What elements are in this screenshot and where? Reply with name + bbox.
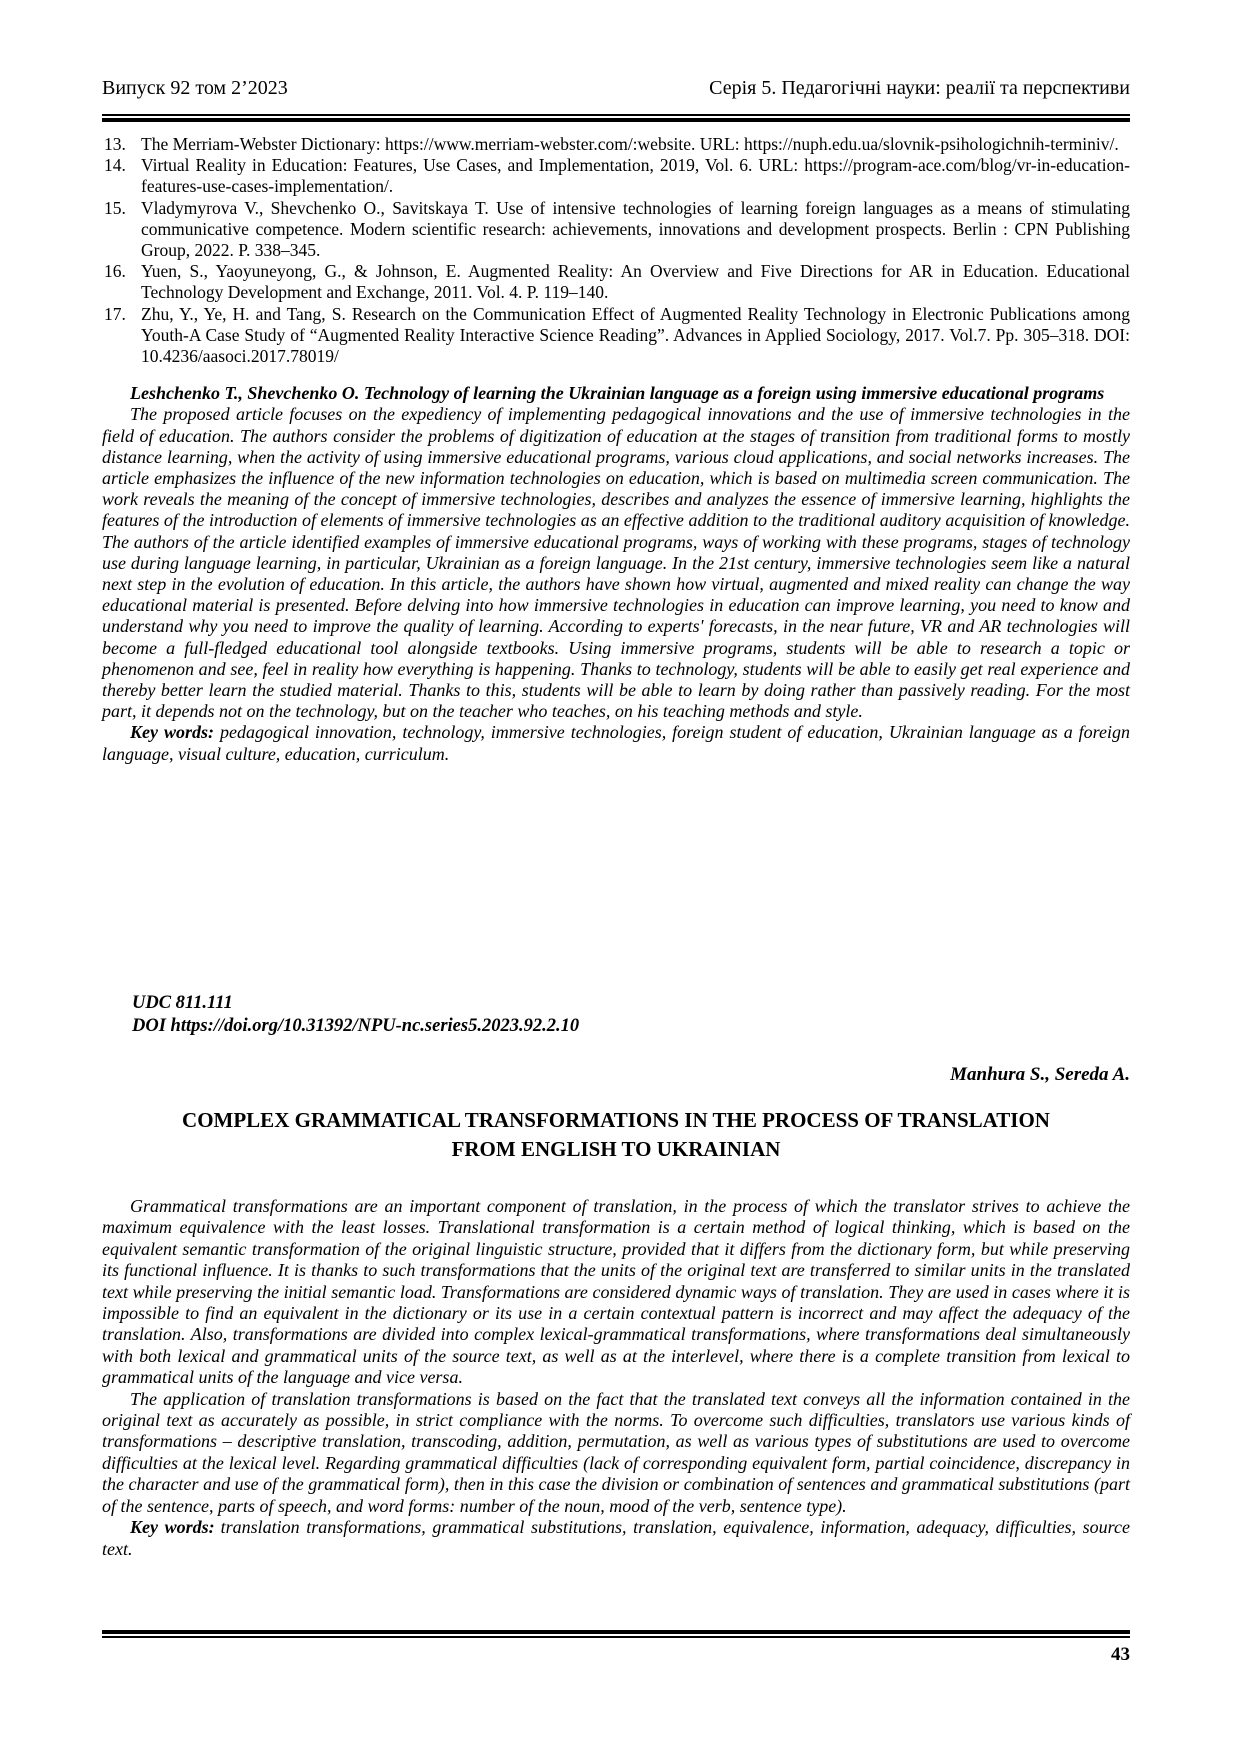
reference-text: The Merriam-Webster Dictionary: https://www.merriam-webster.com/:website. URL: https://nuph.edu.ua/slovnik-psihologichnih-terminiv/. xyxy=(141,134,1119,154)
reference-list xyxy=(102,134,1130,367)
article-title xyxy=(102,1106,1130,1164)
reference-text: Virtual Reality in Education: Features, Use Cases, and Implementation, 2019, Vol. 6. URL: https://program-ace.com/blog/vr-in-education-features-use-cases-implementation/. xyxy=(141,155,1130,197)
reference-number: 16. xyxy=(104,261,126,282)
abstract-keywords xyxy=(102,1517,1130,1560)
abstract-keywords xyxy=(102,722,1130,764)
reference-text: Yuen, S., Yaoyuneyong, G., & Johnson, E. Augmented Reality: An Overview and Five Directions for AR in Education. Educational Technology Development and Exchange, 2011. Vol. 4. P. 119–140. xyxy=(141,261,1130,303)
footer-rule-thin-line xyxy=(102,1636,1130,1638)
page-number: 43 xyxy=(1111,1644,1130,1665)
abstract-body: The proposed article focuses on the expediency of implementing pedagogical innovations and the use of immersive technologies in the field of education. The authors consider the problems of digitization of education at the stages of transition from traditional forms to mostly distance learning, when the activity of using immersive educational programs, various cloud applications, and social networks increases. The article emphasizes the influence of the new information technologies on education, which is based on multimedia screen communication. The work reveals the meaning of the concept of immersive technologies, describes and analyzes the essence of immersive learning, highlights the features of the introduction of elements of immersive technologies as an effective addition to the traditional auditory acquisition of knowledge. The authors of the article identified examples of immersive educational programs, ways of working with these programs, stages of technology use during language learning, in particular, Ukrainian as a foreign language. In the 21st century, immersive technologies seem like a natural next step in the evolution of education. In this article, the authors have shown how virtual, augmented and mixed reality can change the way educational material is presented. Before delving into how immersive technologies in education can improve learning, you need to know and understand why you need to improve the quality of learning. According to experts' forecasts, in the near future, VR and AR technologies will become a full-fledged educational tool alongside textbooks. Using immersive programs, students will be able to research a topic or phenomenon and see, feel in reality how everything is happening. Thanks to technology, students will be able to easily get real experience and thereby better learn the studied material. Thanks to this, students will be able to learn by doing rather than passively reading. For the most part, it depends not on the technology, but on the teacher who teaches, on his teaching methods and style. xyxy=(102,404,1130,722)
article-title-line2: FROM ENGLISH TO UKRAINIAN xyxy=(451,1137,781,1161)
reference-item xyxy=(102,155,1130,197)
footer-rule-thick-line xyxy=(102,1630,1130,1634)
authors-line: Manhura S., Sereda A. xyxy=(950,1064,1130,1085)
doi-line: DOI https://doi.org/10.31392/NPU-nc.series5.2023.92.2.10 xyxy=(132,1016,580,1036)
reference-number: 17. xyxy=(104,303,126,324)
header-rule-thin-line xyxy=(102,114,1130,116)
abstract-paragraph: Grammatical transformations are an important component of translation, in the process of which the translator strives to achieve the maximum equivalence with the least losses. Translational transformation is a certain method of logical thinking, which is based on the equivalent semantic transformation of the original linguistic structure, provided that it differs from the dictionary form, but while preserving its functional influence. It is thanks to such transformations that the units of the original text are transferred to similar units in the translated text while preserving the initial semantic load. Transformations are considered dynamic ways of translation. They are used in cases where it is impossible to find an equivalent in the dictionary or its use in a certain contextual pattern is incorrect and may affect the adequacy of the translation. Also, transformations are divided into complex lexical-grammatical transformations, where transformations deal simultaneously with both lexical and grammatical units of the source text, as well as at the interlevel, where there is a complete transition from lexical to grammatical units of the language and vice versa. xyxy=(102,1196,1130,1388)
article-title-line1: COMPLEX GRAMMATICAL TRANSFORMATIONS IN THE PROCESS OF TRANSLATION xyxy=(182,1108,1050,1132)
reference-text: Vladymyrova V., Shevchenko O., Savitskaya T. Use of intensive technologies of learning foreign languages as a means of stimulating communicative competence. Modern scientific research: achievements, innovations and development prospects. Berlin : CPN Publishing Group, 2022. P. 338–345. xyxy=(141,197,1130,261)
keywords-label: Key words: xyxy=(130,1517,215,1538)
keywords-label: Key words: xyxy=(130,722,214,743)
reference-item xyxy=(102,261,1130,303)
header-rule xyxy=(102,114,1130,122)
reference-text: Zhu, Y., Ye, H. and Tang, S. Research on the Communication Effect of Augmented Reality Technology in Electronic Publications among Youth-A Case Study of “Augmented Reality Interactive Science Reading”. Advances in Applied Sociology, 2017. Vol.7. Pp. 305–318. DOI: 10.4236/aasoci.2017.78019/ xyxy=(141,303,1130,367)
udc-doi-block xyxy=(102,992,1130,1038)
udc-line: UDC 811.111 xyxy=(132,993,233,1013)
reference-number: 13. xyxy=(104,134,126,154)
header-rule-thick-line xyxy=(102,118,1130,122)
keywords-text: translation transformations, grammatical substitutions, translation, equivalence, information, adequacy, difficulties, source text. xyxy=(102,1517,1130,1559)
english-abstract-block xyxy=(102,383,1130,765)
header-series-label: Серія 5. Педагогічні науки: реалії та перспективи xyxy=(709,77,1130,99)
footer-rule xyxy=(102,1630,1130,1638)
page-footer xyxy=(102,1630,1130,1666)
header-issue-label: Випуск 92 том 2’2023 xyxy=(102,77,288,99)
reference-number: 14. xyxy=(104,155,126,176)
page-content xyxy=(102,76,1131,1559)
article-abstract xyxy=(102,1196,1130,1560)
abstract-title: Leshchenko T., Shevchenko O. Technology of learning the Ukrainian language as a foreign using immersive educational programs xyxy=(130,383,1105,404)
reference-number: 15. xyxy=(104,197,126,218)
abstract-paragraph: The application of translation transformations is based on the fact that the translated text conveys all the information contained in the original text as accurately as possible, in strict compliance with the norms. To overcome such difficulties, translators use various kinds of transformations – descriptive translation, transcoding, addition, permutation, as well as various types of substitutions are used to overcome difficulties at the lexical level. Regarding grammatical difficulties (lack of corresponding equivalent form, partial coincidence, discrepancy in the character and use of the grammatical form), then in this case the division or combination of sentences and grammatical substitutions (part of the sentence, parts of speech, and word forms: number of the noun, mood of the verb, sentence type). xyxy=(102,1388,1130,1516)
reference-item xyxy=(102,304,1130,368)
keywords-text: pedagogical innovation, technology, immersive technologies, foreign student of education, Ukrainian language as a foreign language, visual culture, education, curriculum. xyxy=(102,722,1131,764)
reference-item xyxy=(102,134,1130,155)
running-header xyxy=(102,76,1130,100)
reference-item xyxy=(102,198,1130,262)
article-section xyxy=(102,992,1130,1560)
